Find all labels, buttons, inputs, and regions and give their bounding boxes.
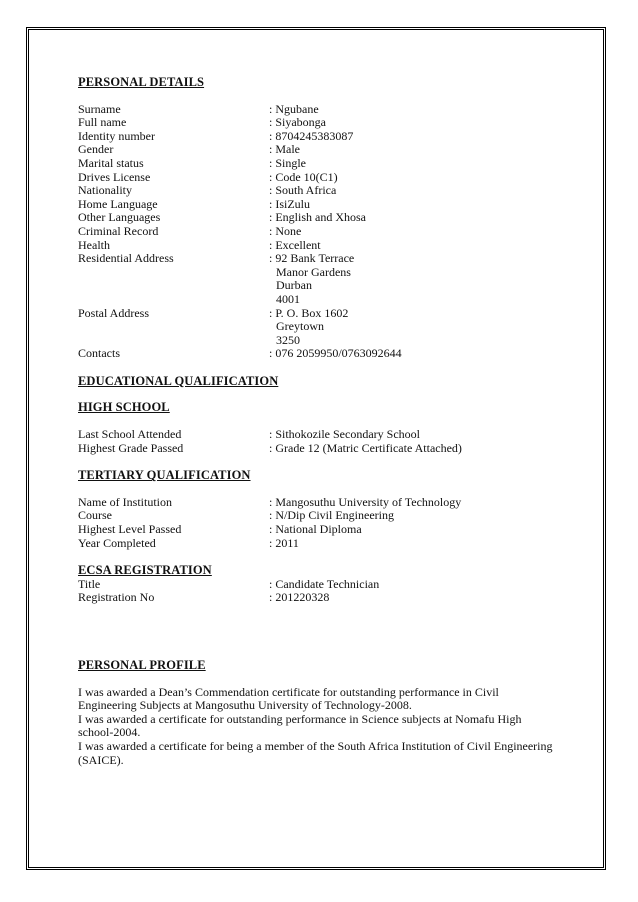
detail-label: Full name — [78, 115, 127, 130]
detail-row-residential-address — [78, 252, 578, 266]
high-school-list — [78, 428, 578, 455]
detail-row-gender — [78, 143, 578, 157]
personal-details-list — [78, 103, 578, 361]
detail-value: : South Africa — [269, 183, 337, 198]
detail-row-other-languages — [78, 211, 578, 225]
detail-row-nationality — [78, 184, 578, 198]
detail-value: : P. O. Box 1602 — [269, 305, 349, 320]
detail-value: : Mangosuthu University of Technology — [269, 494, 462, 509]
detail-value: : Candidate Technician — [269, 576, 380, 591]
detail-value: : Excellent — [269, 237, 321, 252]
detail-label: Home Language — [78, 196, 158, 211]
address-line: Manor Gardens — [276, 264, 351, 279]
address-line: 4001 — [276, 291, 300, 306]
detail-value: : Ngubane — [269, 101, 319, 116]
address-line: Durban — [276, 278, 312, 293]
detail-label: Year Completed — [78, 535, 156, 550]
detail-value: : Sithokozile Secondary School — [269, 427, 420, 442]
detail-value: : 92 Bank Terrace — [269, 251, 355, 266]
address-line: 3250 — [276, 332, 300, 347]
detail-value: : IsiZulu — [269, 196, 310, 211]
detail-value: : 8704245383087 — [269, 128, 354, 143]
detail-row-title — [78, 578, 578, 592]
detail-row-institution — [78, 496, 578, 510]
detail-value: : Code 10(C1) — [269, 169, 338, 184]
detail-label: Registration No — [78, 590, 155, 605]
ecsa-list — [78, 578, 578, 605]
detail-value: : 201220328 — [269, 590, 330, 605]
detail-value: : N/Dip Civil Engineering — [269, 508, 394, 523]
detail-row-highest-grade — [78, 442, 578, 456]
ecsa-registration-heading: ECSA REGISTRATION — [78, 563, 212, 578]
detail-label: Title — [78, 576, 101, 591]
detail-row-surname — [78, 103, 578, 117]
address-line: Greytown — [276, 319, 324, 334]
detail-value: : Single — [269, 155, 307, 170]
detail-row-home-language — [78, 198, 578, 212]
profile-paragraph: I was awarded a certificate for being a member of the South Africa Institution of Civil Engineering (SAICE). — [78, 738, 553, 767]
detail-label: Last School Attended — [78, 427, 182, 442]
detail-label: Gender — [78, 142, 114, 157]
detail-value: : Grade 12 (Matric Certificate Attached) — [269, 440, 462, 455]
detail-label: Course — [78, 508, 112, 523]
detail-value: : Siyabonga — [269, 115, 326, 130]
detail-label: Nationality — [78, 183, 132, 198]
detail-label: Highest Grade Passed — [78, 440, 184, 455]
detail-label: Identity number — [78, 128, 155, 143]
detail-row-highest-level — [78, 523, 578, 537]
detail-label: Marital status — [78, 155, 144, 170]
detail-row-identity-number — [78, 130, 578, 144]
detail-label: Residential Address — [78, 251, 174, 266]
detail-row-postal-address — [78, 307, 578, 321]
detail-label: Criminal Record — [78, 223, 159, 238]
personal-profile-text — [78, 686, 578, 768]
detail-row-registration-no — [78, 591, 578, 605]
detail-label: Drives License — [78, 169, 151, 184]
detail-value: : None — [269, 223, 302, 238]
detail-value: : 076 2059950/0763092644 — [269, 346, 402, 361]
detail-row-health — [78, 239, 578, 253]
detail-label: Contacts — [78, 346, 120, 361]
detail-label: Postal Address — [78, 305, 150, 320]
tertiary-qualification-heading: TERTIARY QUALIFICATION — [78, 468, 251, 483]
cv-content — [78, 76, 578, 767]
personal-details-heading: PERSONAL DETAILS — [78, 75, 205, 89]
high-school-heading: HIGH SCHOOL — [78, 400, 170, 415]
detail-label: Other Languages — [78, 210, 161, 225]
personal-profile-heading: PERSONAL PROFILE — [78, 658, 206, 672]
detail-label: Health — [78, 237, 110, 252]
detail-row-criminal-record — [78, 225, 578, 239]
tertiary-list — [78, 496, 578, 550]
profile-paragraph: I was awarded a certificate for outstanding performance in Science subjects at Nomafu High school-2004. — [78, 711, 522, 740]
profile-paragraph: I was awarded a Dean’s Commendation certificate for outstanding performance in Civil Engineering Subjects at Mangosuthu University of Technology-2008. — [78, 684, 499, 713]
detail-row-contacts — [78, 347, 578, 361]
detail-row-drives-license — [78, 171, 578, 185]
detail-row-last-school — [78, 428, 578, 442]
detail-label: Surname — [78, 101, 121, 116]
detail-label: Name of Institution — [78, 494, 172, 509]
detail-value: : 2011 — [269, 535, 299, 550]
detail-row-year-completed — [78, 537, 578, 551]
detail-row-course — [78, 509, 578, 523]
detail-value: : Male — [269, 142, 300, 157]
detail-value: : National Diploma — [269, 522, 362, 537]
detail-row-marital-status — [78, 157, 578, 171]
detail-label: Highest Level Passed — [78, 522, 182, 537]
educational-qualification-heading: EDUCATIONAL QUALIFICATION — [78, 373, 279, 388]
detail-row-full-name — [78, 116, 578, 130]
detail-value: : English and Xhosa — [269, 210, 366, 225]
